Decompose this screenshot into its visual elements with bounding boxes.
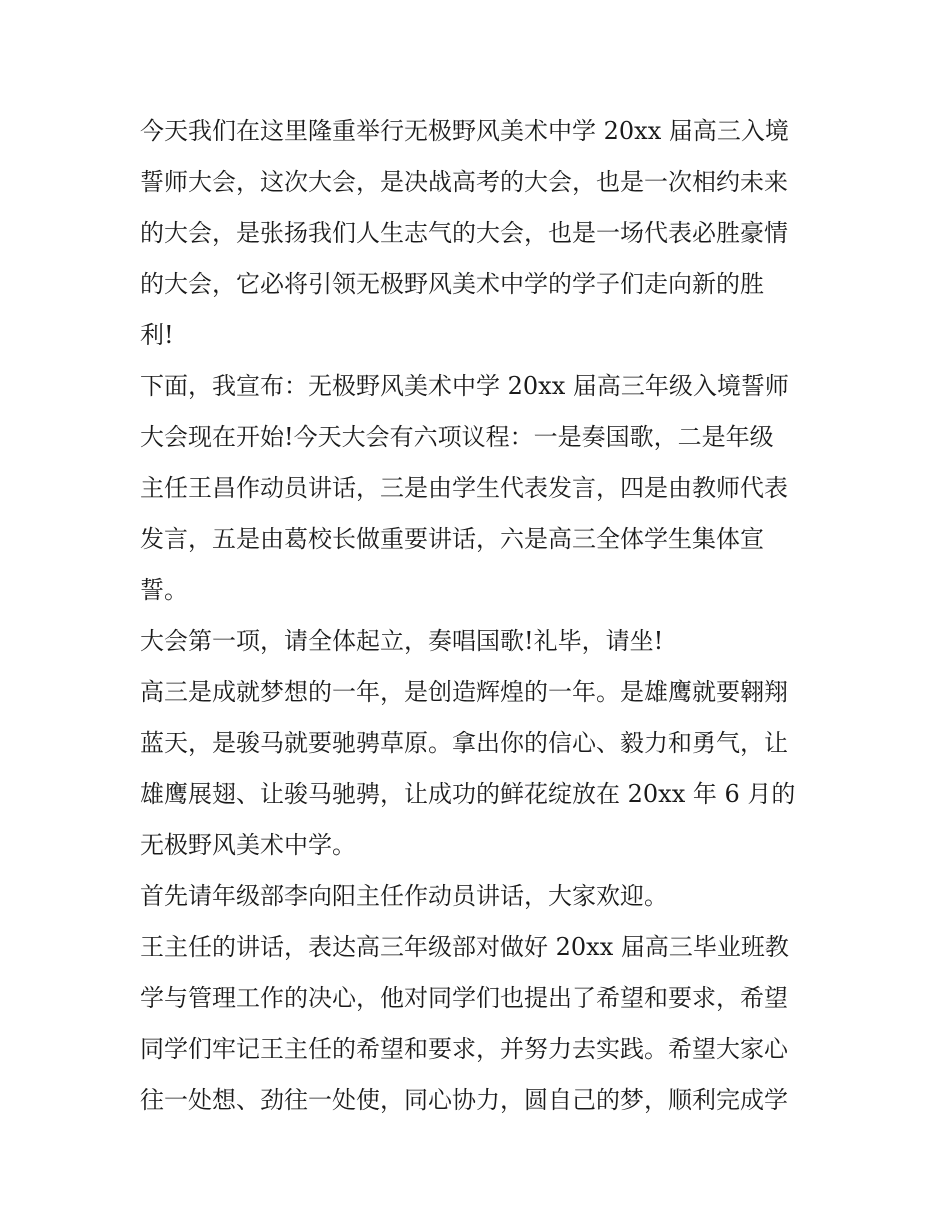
text-line: 首先请年级部李向阳主任作动员讲话，大家欢迎。 — [140, 882, 668, 910]
text-line: 高三是成就梦想的一年，是创造辉煌的一年。是雄鹰就要翱翔 — [140, 678, 788, 706]
text-line: 王主任的讲话，表达高三年级部对做好 20xx 届高三毕业班教 — [140, 933, 789, 961]
text-line: 的大会，是张扬我们人生志气的大会，也是一场代表必胜豪情 — [140, 219, 788, 247]
text-line: 发言，五是由葛校长做重要讲话，六是高三全体学生集体宣 — [140, 525, 764, 553]
text-line: 的大会，它必将引领无极野风美术中学的学子们走向新的胜 — [140, 270, 764, 298]
text-line: 同学们牢记王主任的希望和要求，并努力去实践。希望大家心 — [140, 1035, 788, 1063]
text-line: 下面，我宣布：无极野风美术中学 20xx 届高三年级入境誓师 — [140, 372, 789, 400]
document-body — [140, 106, 820, 1126]
text-line: 主任王昌作动员讲话，三是由学生代表发言，四是由教师代表 — [140, 474, 788, 502]
text-line: 利! — [140, 321, 174, 349]
text-line: 蓝天，是骏马就要驰骋草原。拿出你的信心、毅力和勇气，让 — [140, 729, 788, 757]
text-line: 今天我们在这里隆重举行无极野风美术中学 20xx 届高三入境 — [140, 117, 789, 145]
text-line: 誓。 — [140, 576, 188, 604]
text-line: 学与管理工作的决心，他对同学们也提出了希望和要求，希望 — [140, 984, 788, 1012]
text-line: 往一处想、劲往一处使，同心协力，圆自己的梦，顺利完成学 — [140, 1086, 788, 1114]
text-line: 大会现在开始!今天大会有六项议程：一是奏国歌，二是年级 — [140, 423, 774, 451]
text-line: 大会第一项，请全体起立，奏唱国歌!礼毕，请坐! — [140, 627, 664, 655]
text-line: 无极野风美术中学。 — [140, 831, 356, 859]
text-line: 雄鹰展翅、让骏马驰骋，让成功的鲜花绽放在 20xx 年 6 月的 — [140, 780, 796, 808]
text-line: 誓师大会，这次大会，是决战高考的大会，也是一次相约未来 — [140, 168, 788, 196]
